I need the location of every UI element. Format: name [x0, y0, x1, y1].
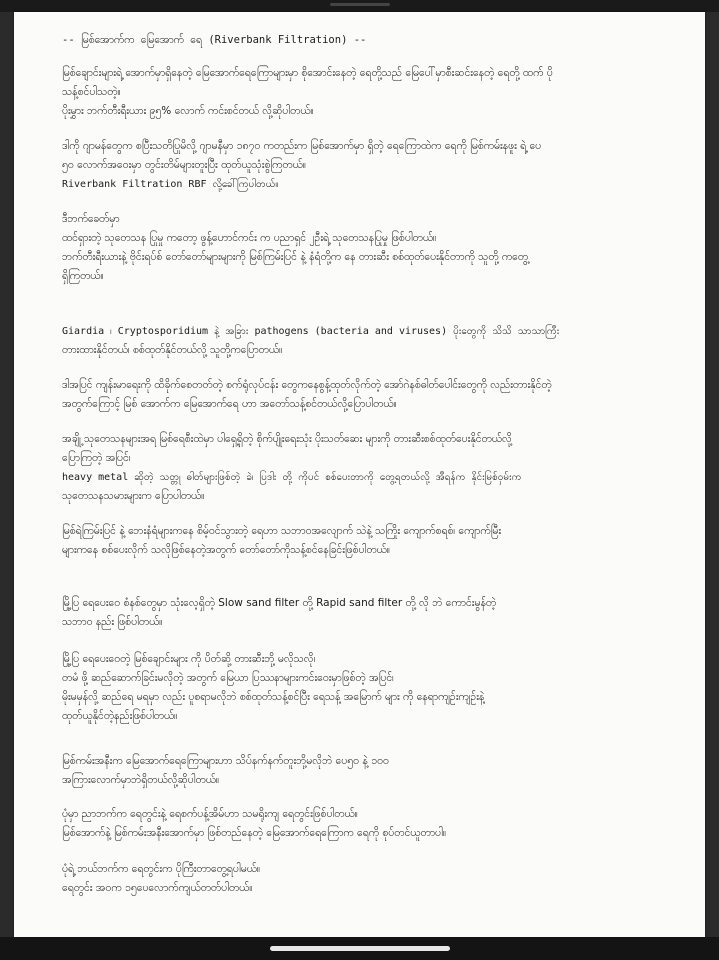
text-line: သုတေသနသမားများက ပြောပါတယ်။	[62, 490, 205, 502]
document-page	[14, 12, 705, 937]
text-line: မြို့ပြ ရေပေးဝေ စံနစ်တွေမှာ သုံးလေ့ရှိတဲ့ Slow sand filter တို့ Rapid sand filter တို့ လို ဘဲ ကောင်းမွန်တဲ့	[62, 597, 497, 609]
text-line: ပိုးမွှား ဘက်တီးရီးယား ၉၅% လောက် ကင်းစင်တယ် လို့ဆိုပါတယ်။	[62, 105, 314, 117]
paragraph-6	[62, 430, 682, 506]
text-line: Riverbank Filtration RBF လို့ခေါ်ကြပါတယ်။	[62, 179, 279, 190]
text-line: မြစ်အောက်နဲ့ မြစ်ကမ်းအနီးအောက်မှာ ဖြစ်တည်နေတဲ့ မြေအောက်ရေကြောက ရေကို စုပ်တင်ယူတာပါ။	[62, 827, 447, 839]
paragraph-5	[62, 376, 682, 414]
text-line: မြို့ပြ ရေပေးဝေတဲ့ မြစ်ချောင်းများ ကို ပိတ်ဆို့ တားဆီးဘို့ မလိုသလို၊	[62, 653, 316, 665]
text-line: သဘာဝ နည်း ဖြစ်ပါတယ်။	[62, 616, 163, 628]
text-line: မိုးမမှန်လို့ ဆည်ရေ မရမှာ လည်း ပူစရာမလိုဘဲ စစ်ထုတ်သန့်စင်ပြီး ရေသန့် အမြောက် များ ကို နေရာကျဉ်းကျဉ်းနဲ့	[62, 691, 485, 703]
home-indicator[interactable]	[270, 946, 450, 951]
text-line: အတွက်ကြောင့် မြစ် အောက်က မြေအောက်ရေ ဟာ အတော်သန့်စင်တယ်လို့ပြောပါတယ်။	[62, 398, 397, 410]
text-line: ဒါအပြင် ကျန်းမာရေးကို ထိခိုက်စေတတ်တဲ့ စက်ရုံလုပ်ငန်း တွေကနေစွန့်ထုတ်လိုက်တဲ့ အော်ဂဲနစ်ဓါတ်ပေါင်းတွေကို လည်းတားနိုင်တဲ့	[62, 379, 552, 391]
text-line: အချို့ သုတေသနများအရ မြစ်ရေစီးထဲမှာ ပါရှေ့ရှိတဲ့ စိုက်ပျိုးရေးသုံး ပိုးသတ်ဆေး များကို တားဆီးစစ်ထုတ်ပေးနိုင်တယ်လို့	[62, 433, 512, 445]
paragraph-2	[62, 137, 682, 194]
paragraph-7	[62, 522, 682, 560]
text-line: မြစ်ရဲကြမ်းပြင် နဲ့ ဘေးနံရံများကနေ စိမ့်ဝင်သွားတဲ့ ရေဟာ သဘာဝအလျောက် သဲနဲ့ သကြိုး ကျောက်စရစ်၊ ကျောက်မြီး	[62, 525, 502, 537]
paragraph-12	[62, 860, 682, 898]
paragraph-4	[62, 322, 682, 360]
text-line: ပုံမှာ ညာဘက်က ရေတွင်းနဲ့ ရေစက်ပန့်အိမ်ဟာ သမရိုးကျ ရေတွင်းဖြစ်ပါတယ်။	[62, 808, 358, 820]
paragraph-9	[62, 650, 682, 726]
text-line: မြစ်ကမ်းအနီးက မြေအောက်ရေကြောများဟာ သိပ်နက်နက်တူးဘို့မလိုဘဲ ပေ၅၀ နဲ့ ၁၀၀	[62, 755, 389, 767]
text-line: Giardia ၊ Cryptosporidium နဲ့ အခြား pathogens (bacteria and viruses) ပိုးတွေကို သိသိ သာသာကြီး	[62, 326, 560, 337]
bottom-bar	[0, 937, 719, 960]
text-line: ၅၀ လောက်အဝေးမှာ တွင်းတိမ်များတူးပြီး ထုတ်ယူသုံးစွဲကြတယ်။	[62, 159, 306, 171]
text-line: ဒီဘက်ခေတ်မှာ	[62, 213, 120, 225]
document-heading: -- မြစ်အောက်က မြေအောက် ရေ (Riverbank Filtration) --	[62, 34, 367, 46]
text-line: ဒါကို ဂျာမန်တွေက စပြီးသတိပြုမိလို့ ဂျာမနီမှာ ၁၈၇၀ ကတည်းက မြစ်အောက်မှာ ရှိတဲ့ ရေကြောထဲက ရေကို မြစ်ကမ်းနဖူး ရဲ့ ပေ	[62, 140, 542, 152]
paragraph-11	[62, 805, 682, 843]
top-grip	[330, 3, 390, 6]
text-line: ထုတ်ယူနိုင်တဲ့နည်းဖြစ်ပါတယ်။	[62, 710, 178, 722]
text-line: များကနေ စစ်ပေးလိုက် သလိုဖြစ်နေတဲ့အတွက် တော်တော်ကိုသန့်စင်နေခြင်းဖြစ်ပါတယ်။	[62, 544, 390, 556]
paragraph-1	[62, 64, 682, 121]
text-line: သန့်စင်ပါသတဲ့။	[62, 86, 121, 98]
text-line: မြစ်ချောင်းများရဲ့ အောက်မှာရှိနေတဲ့ မြေအောက်ရေကြောများမှာ စိုအောင်းနေတဲ့ ရေတို့သည် မြေပေါ်မှာစီးဆင်းနေတဲ့ ရေတို့ ထက် ပို	[62, 67, 553, 79]
paragraph-10	[62, 752, 682, 790]
text-line: တမံ ဖို့ ဆည်ဆောက်ခြင်းမလိုတဲ့ အတွက် မြေယာ ပြဿနာများကင်းဝေးမှာဖြစ်တဲ့ အပြင်၊	[62, 672, 394, 684]
text-line: တားထားနိုင်တယ်၊ စစ်ထုတ်နိုင်တယ်လို့ သူတို့ကပြောတယ်။	[62, 344, 283, 356]
text-line: ပုံရဲ့ ဘယ်ဘက်က ရေတွင်းက ပိုကြီးတာတွေ့ရပါမယ်။	[62, 863, 261, 875]
text-line: ထင်ရှားတဲ့ သုတေသန ပြုမှု ကတော့ ဖွန့်ဟောင်ကင်း က ပညာရှင် ၂ဦးရဲ့ သုတေသနပြုမှု ဖြစ်ပါတယ်။	[62, 232, 437, 244]
text-line: heavy metal ဆိုတဲ့ သတ္တု ဓါတ်များဖြစ်တဲ့ ခဲ၊ ပြဒါး တို့ ကိုပင် စစ်ပေးတာကို တွေ့ရတယ်လို့ အီရန်က နိုင်းမြစ်ဝှမ်းက	[62, 472, 522, 483]
text-line: ရှိကြတယ်။	[62, 270, 104, 282]
text-line: ဘက်တီးရီးယားနဲ့ ဗိုင်းရပ်စ် တော်တော်များများကို မြစ်ကြမ်းပြင် နဲ့ နံရံတို့က နေ တားဆီး စစ်ထုတ်ပေးနိုင်တာကို သူတို့ ကတွေ့	[62, 251, 529, 263]
paragraph-8	[62, 594, 682, 632]
paragraph-3	[62, 210, 682, 286]
top-bar	[0, 0, 719, 12]
text-line: ရေတွင်း အဝက ၁၅ပေလောက်ကျယ်တတ်ပါတယ်။	[62, 882, 253, 894]
text-line: အကြားလောက်မှာဘဲရှိတယ်လို့ဆိုပါတယ်။	[62, 774, 220, 786]
text-line: ပြောကြတဲ့ အပြင်၊	[62, 452, 131, 464]
